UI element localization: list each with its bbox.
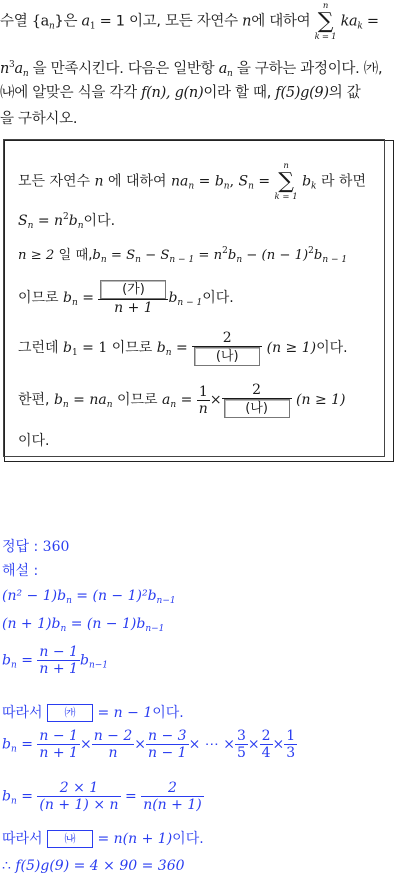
frac-num: 1 — [198, 383, 208, 400]
p-sub: n — [223, 181, 230, 192]
frac-den: n — [198, 400, 208, 417]
proof-line-6 — [18, 382, 346, 418]
s-text: 따라서 — [2, 831, 43, 847]
p-math: = — [253, 173, 271, 190]
q-text: 수열 — [0, 13, 28, 30]
p-math: S — [18, 213, 28, 229]
q-math: f(5)g(9) — [275, 85, 329, 101]
explanation-label: 해설 : — [2, 563, 39, 579]
p-text: 이므로 — [111, 340, 153, 356]
p-sub: 1 — [72, 348, 78, 358]
frac-den — [192, 346, 262, 366]
q-text: ㈏에 알맞은 식을 각각 — [0, 85, 137, 101]
s-math: = (n − 1)²b — [71, 588, 157, 604]
sol-frac — [37, 728, 80, 761]
sol-conclusion-na — [2, 828, 204, 848]
proof-line-7: 이다. — [18, 433, 50, 449]
p-math: = 1 — [77, 340, 108, 356]
s-math: = — [16, 736, 33, 753]
s-math: b — [2, 652, 11, 669]
sol-frac — [146, 728, 189, 761]
p-math: S — [238, 173, 249, 190]
s-text: 이다. — [152, 705, 184, 721]
frac-num: n − 2 — [93, 728, 133, 744]
p-sub: n — [77, 221, 84, 231]
p-sub: n — [100, 255, 107, 265]
p-text: 이므로 — [116, 392, 158, 408]
sum-sigma: ∑ — [317, 8, 334, 34]
p-math: b — [313, 248, 323, 263]
frac-num — [98, 280, 168, 299]
sum-bottom: k = 1 — [274, 191, 298, 202]
blank-na-box: (나) — [224, 399, 290, 418]
p-math: × — [209, 392, 222, 408]
frac-num: 2 — [167, 780, 177, 796]
frac-den — [222, 398, 292, 418]
proof-line-1 — [18, 162, 366, 201]
frac-num: n − 1 — [39, 644, 78, 660]
p-math: n ≥ 2 — [18, 248, 55, 263]
q-math: f(n), — [141, 85, 171, 101]
frac-num: n − 3 — [148, 728, 187, 744]
sol-eq-2 — [2, 616, 164, 634]
sum-bottom: k = 1 — [314, 31, 337, 42]
p-math: (n ≥ 1) — [296, 392, 346, 408]
p-text: 에 대하여 — [108, 173, 167, 190]
p-math: = b — [194, 173, 224, 190]
p-math: b — [156, 340, 166, 356]
s-sub: n — [10, 660, 17, 671]
frac-den: n + 1 — [39, 661, 78, 677]
p-sub: n − 1 — [322, 255, 348, 265]
blank-ga-box: (가) — [100, 280, 166, 299]
p-math: b — [302, 173, 312, 190]
q-math: = — [362, 13, 379, 30]
sol-eq-4 — [2, 728, 297, 761]
p-sub: n — [170, 400, 177, 410]
blank-na-box: (나) — [194, 347, 260, 366]
p-math: = — [77, 290, 94, 306]
p-text: 이므로 — [18, 290, 59, 306]
proof-line-2 — [18, 210, 115, 231]
s-math: b — [79, 652, 89, 669]
proof-sigma-sum — [275, 162, 298, 201]
frac-num: 2 — [222, 330, 232, 346]
sol-frac — [284, 728, 297, 761]
frac-den: n + 1 — [39, 745, 78, 761]
sol-frac — [260, 728, 273, 761]
frac-den: n — [92, 744, 135, 761]
s-math: b — [2, 736, 11, 753]
sum-sigma: ∑ — [278, 168, 294, 194]
s-math: × — [79, 736, 92, 753]
p-text: 그런데 — [18, 340, 59, 356]
sum-top: n — [322, 1, 329, 11]
q-sub: n — [49, 21, 55, 32]
p-math: b — [68, 213, 78, 229]
s-math: = n − 1 — [97, 705, 153, 721]
p-math: b — [63, 290, 72, 306]
proof-line-5 — [18, 330, 348, 366]
frac-den: n − 1 — [148, 745, 187, 761]
p-math: = S — [106, 248, 136, 263]
therefore-symbol: ∴ — [2, 858, 11, 874]
q-math: n — [0, 61, 10, 77]
q-math: n — [242, 13, 252, 30]
s-math: = (n − 1)b — [66, 616, 146, 632]
p-math: , — [229, 173, 235, 190]
s-sub: n−1 — [145, 624, 165, 634]
p-text: 일 때, — [58, 248, 93, 263]
sol-frac — [37, 780, 120, 813]
p-sub: n — [188, 181, 195, 192]
final-equation: f(5)g(9) = 4 × 90 = 360 — [15, 858, 185, 874]
p-sub: n — [62, 400, 69, 410]
frac-num: n − 1 — [39, 728, 78, 744]
sol-final — [2, 858, 185, 874]
q-sub: n — [227, 69, 233, 79]
sol-frac — [37, 644, 80, 677]
s-math: = — [120, 788, 137, 805]
p-sub: n — [27, 221, 34, 231]
s-math: (n + 1)b — [2, 616, 61, 632]
q-text: 을 구하는 과정이다. ㈎, — [232, 61, 383, 77]
frac-num: 2 — [261, 728, 271, 744]
p-math: b — [168, 290, 178, 306]
frac-num: 3 — [236, 728, 246, 744]
s-text: 이다. — [172, 831, 204, 847]
s-sub: n — [66, 596, 72, 606]
s-math: b — [2, 788, 11, 805]
p-math: b — [53, 392, 63, 408]
proof-line-3 — [18, 244, 347, 265]
p-math: a — [162, 392, 171, 408]
sol-frac — [235, 728, 248, 761]
p-sup: 2 — [63, 212, 69, 222]
frac-den: n(n + 1) — [143, 797, 202, 813]
fraction-ga — [98, 280, 168, 316]
answer-label: 정답 : — [2, 539, 39, 555]
p-sub: n — [248, 181, 254, 192]
fraction-na — [192, 330, 262, 366]
question-line-4: 을 구하시오. — [0, 111, 78, 127]
q-text: 을 만족시킨다. 다음은 일반항 — [28, 61, 215, 77]
p-math: b — [92, 248, 101, 263]
q-sub: 1 — [89, 21, 96, 32]
p-math: = na — [68, 392, 107, 408]
p-math: (n ≥ 1) — [266, 340, 317, 356]
frac-den: (n + 1) × n — [39, 797, 119, 813]
p-math: na — [171, 173, 189, 190]
q-sub: k — [357, 21, 363, 32]
blank-ga-marker: ㈎ — [47, 704, 93, 722]
p-text: 이다. — [83, 213, 116, 229]
p-sub: n — [106, 400, 113, 410]
s-math: × — [134, 736, 146, 753]
s-sub: n — [10, 796, 17, 807]
sol-eq-1 — [2, 588, 176, 606]
sum-top: n — [283, 161, 289, 171]
s-math: × — [272, 736, 285, 753]
p-math: b — [63, 340, 72, 356]
frac-den: n + 1 — [98, 299, 168, 316]
frac-num: 2 × 1 — [59, 780, 99, 796]
q-text: }은 — [54, 13, 78, 30]
proof-box — [4, 140, 394, 462]
sigma-sum — [315, 2, 337, 41]
q-text: 의 값 — [328, 85, 361, 101]
sol-frac — [92, 728, 135, 761]
q-math: ka — [340, 13, 358, 30]
answer-value: 360 — [42, 539, 70, 555]
p-math: = — [176, 392, 193, 408]
p-sub: k — [311, 181, 317, 192]
sol-eq-3 — [2, 644, 108, 677]
sol-eq-5 — [2, 780, 204, 813]
p-text: 라 하면 — [320, 173, 366, 190]
q-math: a — [81, 13, 90, 30]
s-sub: n−1 — [88, 660, 109, 671]
p-sub: n — [165, 348, 172, 358]
p-math: b — [227, 248, 237, 263]
s-math: (n² − 1)b — [2, 588, 67, 604]
fraction-2-over-na — [222, 382, 292, 418]
s-sub: n — [60, 624, 67, 634]
s-sub: n−1 — [156, 596, 176, 606]
proof-line-4 — [18, 280, 234, 316]
p-sub: n — [236, 255, 243, 265]
frac-den: 4 — [261, 745, 271, 761]
p-text: 이다. — [202, 290, 234, 306]
q-text: 에 대하여 — [251, 13, 311, 30]
p-sup: 2 — [222, 246, 228, 256]
p-sub: n − 1 — [169, 255, 195, 265]
p-math: n — [94, 173, 104, 190]
p-text: 모든 자연수 — [18, 173, 91, 190]
q-sup: 3 — [9, 60, 15, 70]
frac-num: 1 — [286, 728, 296, 744]
q-sub: n — [22, 69, 29, 79]
q-math: {a — [31, 13, 50, 30]
s-sub: n — [10, 744, 17, 755]
p-sub: n — [135, 255, 141, 265]
p-math: = n — [33, 213, 64, 229]
p-sup: 2 — [308, 246, 314, 256]
p-sub: n — [72, 298, 78, 308]
q-math: g(n) — [174, 85, 204, 101]
p-text: 한편, — [18, 392, 50, 408]
s-math: = — [16, 652, 33, 669]
question-line-1 — [0, 2, 379, 41]
s-math: = — [16, 788, 33, 805]
p-math: − S — [140, 248, 170, 263]
p-sub: n − 1 — [177, 298, 203, 308]
s-math: × — [247, 736, 260, 753]
s-math: = n(n + 1) — [97, 831, 173, 847]
answer-line — [2, 536, 69, 556]
p-math: − (n − 1) — [242, 248, 309, 263]
sol-conclusion-ga — [2, 702, 184, 722]
p-text: 이다. — [316, 340, 348, 356]
frac-den: 3 — [286, 745, 296, 761]
s-text: 따라서 — [2, 705, 43, 721]
q-math: a — [218, 61, 228, 77]
blank-na-marker: ㈏ — [47, 830, 93, 848]
sol-frac — [141, 780, 204, 813]
question-line-3 — [0, 80, 360, 107]
frac-num: 2 — [252, 382, 262, 398]
q-text: 이라 할 때, — [203, 85, 272, 101]
q-math: a — [14, 61, 23, 77]
p-math: = — [171, 340, 188, 356]
frac-den: 5 — [236, 745, 246, 761]
p-math: = n — [194, 248, 223, 263]
s-math: × ⋯ × — [188, 736, 235, 753]
fraction-1-over-n — [197, 384, 210, 417]
q-text: = 1 이고, 모든 자연수 — [95, 13, 238, 30]
